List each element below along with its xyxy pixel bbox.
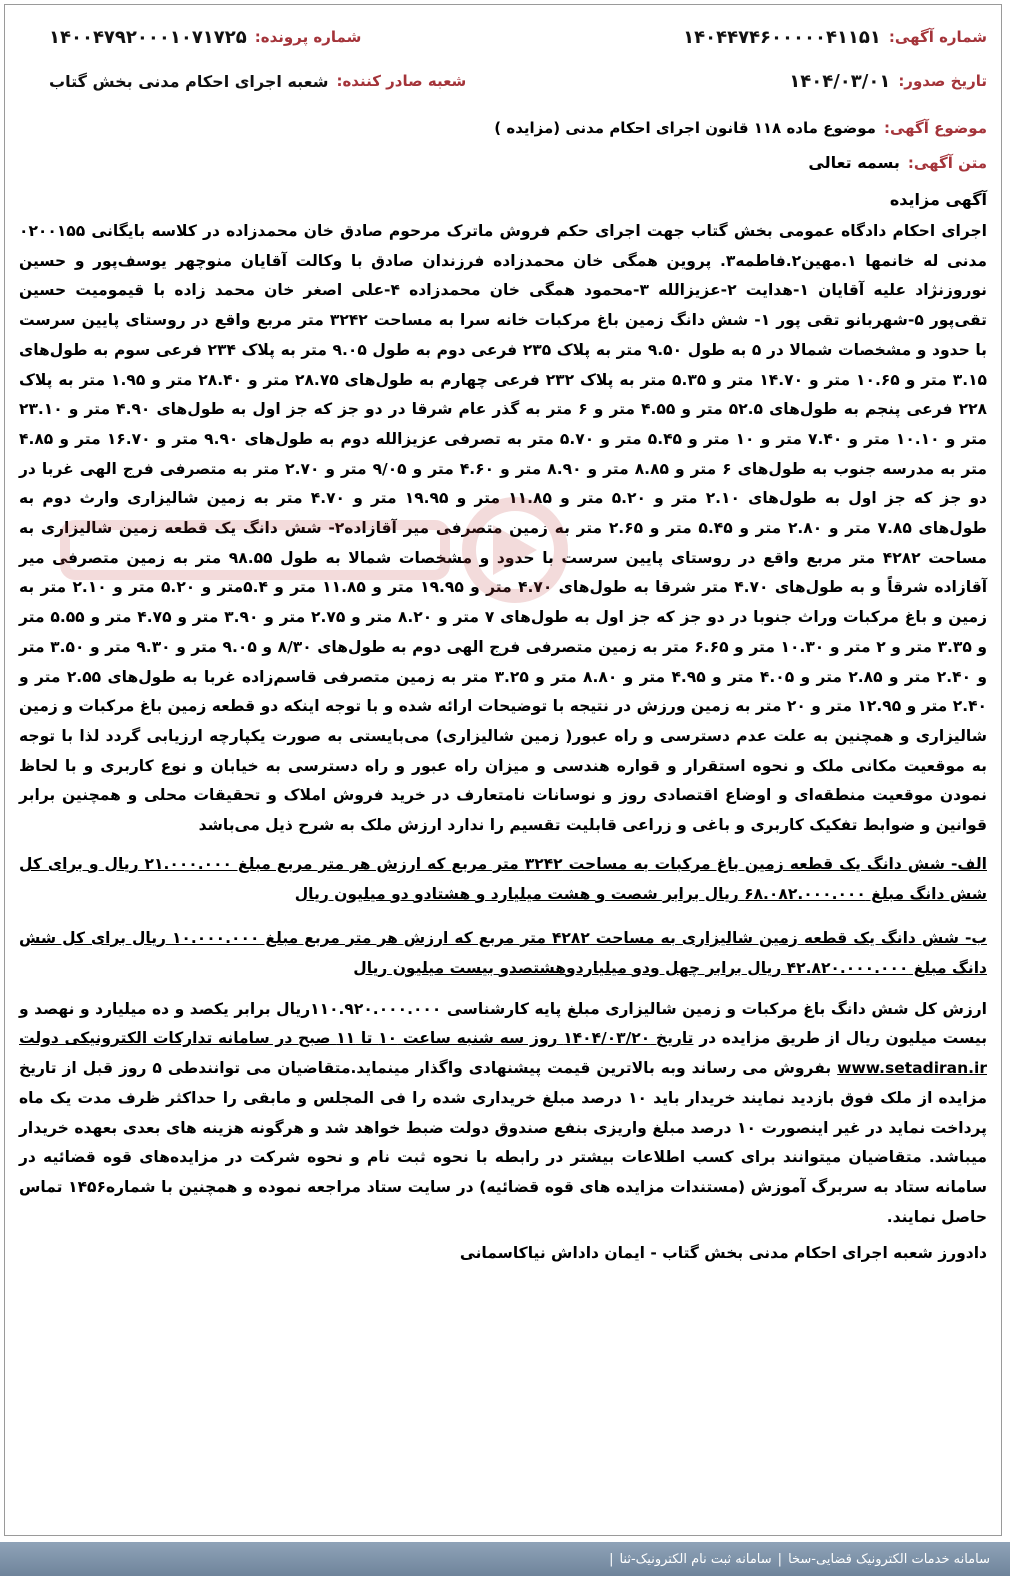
paragraph-2-part-1: ارزش کل شش دانگ باغ مرکبات و زمین شالیزاری مبلغ پایه کارشناسی ۱۱۰.۹۲۰.۰۰۰.۰۰۰ریال برابر یکصد و ده میلیارد و نهصد و بیست میلیون ریال از طریق مزایده در — [19, 999, 988, 1048]
footer-bar — [0, 1542, 1010, 1576]
issue-date — [789, 71, 987, 92]
item-a: الف- شش دانگ یک قطعه زمین باغ مرکبات به مساحت ۳۲۴۲ متر مربع که ارزش هر متر مربع مبلغ ۲۱.۰۰۰.۰۰۰ ریال و برای کل شش دانگ مبلغ ۶۸.۰۸۲.۰۰۰.۰۰۰ ریال برابر شصت و هشت میلیارد و هشتادو دو میلیون ریال — [19, 854, 987, 903]
text-row — [19, 153, 987, 172]
issuer — [49, 72, 466, 91]
auction-date-link[interactable]: تاریخ ۱۴۰۴/۰۳/۲۰ روز سه شنبه ساعت ۱۰ تا ۱۱ صبح در سامانه تدارکات الکترونیکی دولت www.setadiran.ir — [19, 1029, 987, 1078]
notice-paragraph-1: اجرای احکام دادگاه عمومی بخش گتاب جهت اجرای حکم فروش ماترک مرحوم صادق خان محمدزاده در کلاسه بایگانی ۰۲۰۰۱۵۵ مدنی له خانمها ۱.مهین۲.فاطمه۳. پروین همگی خان محمدزاده فرزندان صادق با وکالت آقایان منوچهر یوسف‌پور و حسین نوروزنژاد علیه آقایان ۱-هدایت ۲-عزیزالله ۳-محمود همگی خان محمدزاده ۴-علی اصغر خان محمد زاده با قیمومیت حسین تقی‌پور ۵-شهربانو تقی پور ۱- شش دانگ زمین باغ مرکبات خانه سرا به مساحت ۳۲۴۲ متر مربع واقع در روستای پایین سرست با حدود و مشخصات شمالا در ۵ به طول ۹.۵۰ متر به پلاک ۲۳۵ فرعی دوم به طول ۹.۰۵ متر به پلاک ۲۳۴ فرعی سوم به طول‌های ۳.۱۵ متر و ۱۰.۶۵ متر و ۱۴.۷۰ متر و ۵.۳۵ متر به پلاک ۲۳۲ فرعی چهارم به طول‌های ۲۸.۷۵ متر و ۲۸.۴۰ متر و ۱.۹۵ متر به پلاک ۲۲۸ فرعی پنجم به طول‌های ۵۲.۵ متر و ۴.۵۵ متر و ۶ متر به گذر عام شرقا در دو جز که جز اول به طول‌های ۴.۹۰ متر و ۲۳.۱۰ متر و ۱۰.۱۰ متر و ۷.۴۰ متر و ۱۰ متر و ۵.۴۵ متر و ۵.۷۰ متر به تصرفی عزیزالله دوم به طول‌های ۹.۹۰ متر و ۱۶.۷۰ متر و ۴.۸۵ متر به مدرسه جنوب به طول‌های ۶ متر و ۸.۸۵ متر و ۸.۹۰ متر و ۴.۶۰ متر و ۹/۰۵ متر و ۲.۷۰ متر به متصرفی فرج الهی غربا در دو جز که جز اول به طول‌های ۲.۱۰ متر و ۵.۲۰ متر و ۱۱.۸۵ متر و ۱۹.۹۵ متر و ۴.۷۰ متر به زمین شالیزاری وارث دوم به طول‌های ۷.۸۵ متر و ۲.۸۰ متر و ۵.۴۵ متر و ۲.۶۵ متر به زمین متصرفی میر آقازاده۲- شش دانگ یک قطعه زمین شالیزاری به مساحت ۴۲۸۲ متر مربع واقع در روستای پایین سرست با حدود و مشخصات شمالا به طول ۹۸.۵۵ متر به زمین متصرفی میر آقازاده شرقاً و به طول‌های ۴.۷۰ متر شرقا به طول‌های ۴.۷۰ متر و ۱۹.۹۵ متر و ۱۱.۸۵ متر و ۵.۴متر و ۵.۲۰ متر و ۲.۱۰ متر به زمین و باغ مرکبات وراث جنوبا در دو جز که جز اول به طول‌های ۷ متر و ۸.۲۰ متر و ۲.۷۵ متر و ۳.۹۰ متر و ۴.۷۵ متر و ۵.۵۵ متر و ۳.۳۵ متر و ۲ متر و ۱۰.۳۰ متر و ۶.۶۵ متر به زمین متصرفی فرج الهی دوم به طول‌های ۸/۳۰ و ۹.۰۵ متر و ۹.۳۰ متر و ۳.۵۰ متر و ۲.۴۰ متر و ۲.۸۵ متر و ۴.۰۵ متر و ۴.۹۵ متر و ۸.۸۰ متر و ۳.۲۵ متر به زمین متصرفی قاسم‌زاده غربا به طول‌های ۲.۵۵ متر و ۲.۴۰ متر و ۱۲.۹۵ متر و ۲۰ متر به زمین ورزش در نتیجه با توضیحات ارائه شده و با توجه اینکه دو قطعه زمین باغ مرکبات و زمین شالیزاری و همچنین به علت عدم دسترسی و راه عبور( زمین شالیزاری) می‌بایستی به صورت یکپارچه ارزیابی گردد لذا با توجه به موقعیت مکانی ملک و نحوه استقرار و قواره هندسی و میزان راه عبور و راه دسترسی به خیابان و نوع کاربری و با لحاظ نمودن موقعیت منطقه‌ای و اوضاع اقتصادی روز و نوسانات نامتعارف در خرید فروش املاک و تحقیقات محلی و همچنین برابر قوانین و ضوابط تفکیک کاربری و باغی و زراعی قابلیت تقسیم را ندارد ارزش ملک به شرح ذیل می‌باشد — [19, 222, 988, 835]
notice-frame — [4, 4, 1002, 1536]
meta-row-2 — [19, 59, 987, 103]
ad-number — [683, 27, 987, 48]
subject-row — [19, 119, 987, 137]
signature: دادورز شعبه اجرای احکام مدنی بخش گتاب - ایمان داداش نیاکاسمانی — [459, 1244, 987, 1263]
footer-link-sakha[interactable]: سامانه خدمات الکترونیک قضایی-سخا — [788, 1551, 990, 1567]
footer-link-sana[interactable]: سامانه ثبت نام الکترونیک-ثنا — [619, 1551, 772, 1567]
paragraph-2-part-2: بفروش می رساند وبه بالاترین قیمت پیشنهادی واگذار مینماید.متقاضیان می توانندطی ۵ روز قبل از تاریخ مزایده از ملک فوق بازدید نمایند خریدار باید ۱۰ درصد مبلغ خریداری شده را فی المجلس و مابقی را حداکثر ظرف مدت یک ماه پرداخت نماید در غیر اینصورت ۱۰ درصد مبلغ واریزی بنفع صندوق دولت ضبط خواهد شد و هرگونه هزینه های بعدی بعهده خریدار میباشد. متقاضیان میتوانند برای کسب اطلاعات بیشتر در رابطه با نحوه ثبت نام و نحوه شرکت در مزایده‌های قوه قضائیه در سامانه ستاد به سربرگ آموزش (مستندات مزایده های قوه قضائیه) در سایت ستاد مراجعه نموده و همچنین با شماره۱۴۵۶ تماس حاصل نمایند. — [19, 1059, 988, 1226]
issue-date-label: تاریخ صدور: — [898, 72, 987, 90]
footer-separator-end: | — [609, 1551, 614, 1567]
ad-number-label: شماره آگهی: — [888, 28, 987, 46]
meta-row-1 — [19, 15, 987, 59]
file-number-value: ۱۴۰۰۴۷۹۲۰۰۰۱۰۷۱۷۲۵ — [49, 26, 247, 48]
subject-label: موضوع آگهی: — [883, 119, 987, 137]
basmala: بسمه تعالی — [808, 153, 900, 172]
subject-value: موضوع ماده ۱۱۸ قانون اجرای احکام مدنی (مزایده ) — [494, 119, 876, 137]
notice-content — [5, 5, 1001, 1262]
item-b: ب- شش دانگ یک قطعه زمین شالیزاری به مساحت ۴۲۸۲ متر مربع که ارزش هر متر مربع مبلغ ۱۰.۰۰۰.۰۰۰ ریال برای کل شش دانگ مبلغ ۴۲.۸۲۰.۰۰۰.۰۰۰ ریال برابر چهل ودو میلیاردوهشتصدو بیست میلیون ریال — [19, 928, 987, 977]
notice-paragraph-2 — [19, 995, 987, 1233]
footer-separator: | — [777, 1551, 783, 1567]
issuer-label: شعبه صادر کننده: — [336, 72, 467, 90]
text-label: متن آگهی: — [907, 153, 987, 172]
issuer-value: شعبه اجرای احکام مدنی بخش گتاب — [49, 71, 329, 91]
file-number-label: شماره پرونده: — [254, 28, 362, 46]
ad-number-value: ۱۴۰۴۴۷۴۶۰۰۰۰۰۴۱۱۵۱ — [683, 26, 881, 48]
notice-heading: آگهی مزایده — [889, 190, 987, 209]
issue-date-value: ۱۴۰۴/۰۳/۰۱ — [789, 70, 891, 92]
file-number — [49, 27, 361, 48]
